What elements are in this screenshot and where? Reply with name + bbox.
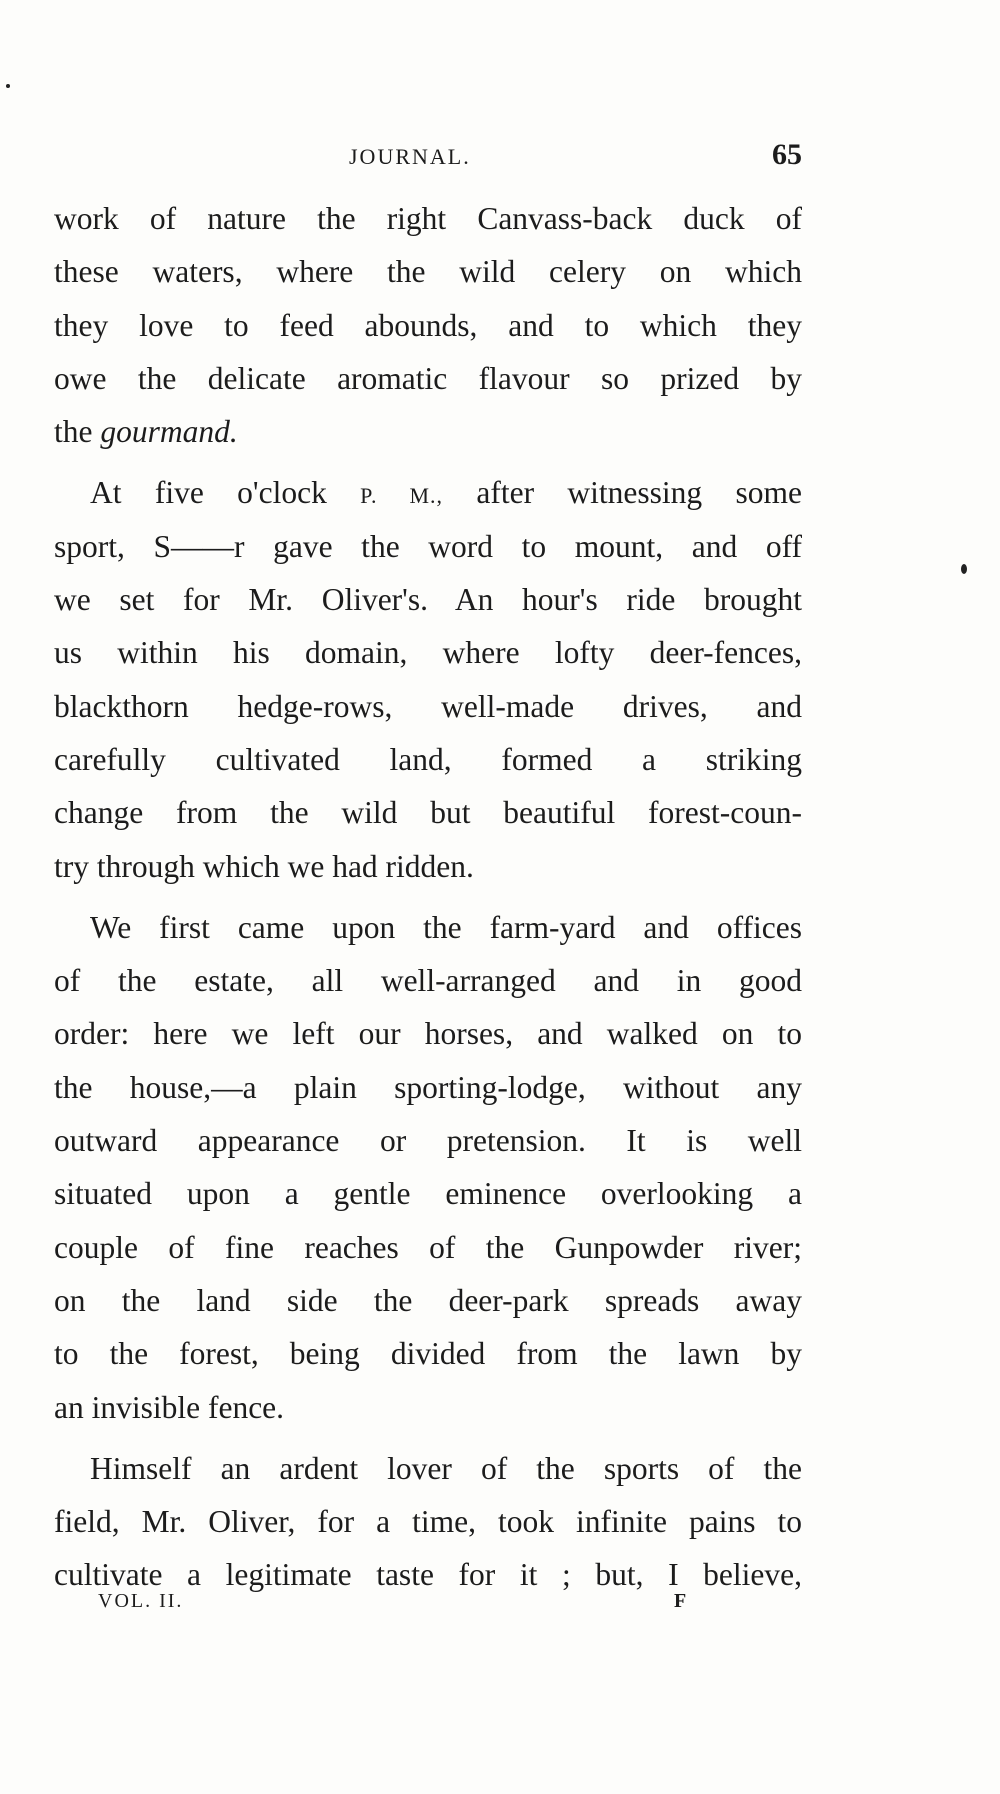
text-line: an invisible fence. [54,1389,285,1425]
ink-speck [961,564,967,574]
text-line: of the estate, all well-arranged and in good [54,963,802,999]
text-line: change from the wild but beautiful forest-coun- [54,795,802,831]
text-line: try through which we had ridden. [54,848,474,884]
text-fragment: after witnessing some [443,475,803,511]
text-line: work of nature the right Canvass-back duck of [54,201,802,236]
text-line [54,405,802,458]
running-head-title: JOURNAL. [349,144,471,169]
text-line: these waters, where the wild celery on which [54,254,802,290]
text-line: owe the delicate aromatic flavour so prized by [54,360,802,396]
paragraph-2 [54,466,802,892]
text-fragment: the [54,414,101,450]
body-text [54,192,802,1602]
text-line: situated upon a gentle eminence overlooking a [54,1176,802,1212]
ink-speck [6,84,10,88]
paragraph-1 [54,192,802,458]
paragraph-4 [54,1442,802,1602]
italic-word: gourmand. [100,414,238,450]
signature-mark: F [674,1590,687,1612]
text-line: outward appearance or pretension. It is well [54,1123,802,1159]
paragraph-3 [54,901,802,1434]
running-head [54,138,802,178]
text-line: Himself an ardent lover of the sports of the [90,1450,802,1486]
text-line: couple of fine reaches of the Gunpowder river; [54,1229,802,1265]
text-line: sport, S——r gave the word to mount, and off [54,528,802,564]
text-fragment: At five o'clock [90,475,361,511]
text-line: We first came upon the farm-yard and offices [90,909,802,945]
page-number: 65 [772,138,802,171]
text-line: we set for Mr. Oliver's. An hour's ride brought [54,582,802,618]
text-line: order: here we left our horses, and walked on to [54,1016,802,1052]
text-line: to the forest, being divided from the lawn by [54,1336,802,1372]
text-line: carefully cultivated land, formed a striking [54,741,802,777]
volume-label: VOL. II. [98,1590,184,1612]
text-line: blackthorn hedge-rows, well-made drives, and [54,688,802,724]
small-caps-text: P. M., [360,483,444,509]
page-footer [54,1590,802,1620]
text-line: field, Mr. Oliver, for a time, took infinite pains to [54,1504,802,1540]
text-line: the house,—a plain sporting-lodge, without any [54,1069,802,1105]
text-line: on the land side the deer-park spreads away [54,1282,802,1318]
text-line: cultivate a legitimate taste for it ; but, I believe, [54,1557,802,1593]
text-line: us within his domain, where lofty deer-fences, [54,635,802,671]
text-line: they love to feed abounds, and to which they [54,307,802,343]
text-line [54,466,802,519]
